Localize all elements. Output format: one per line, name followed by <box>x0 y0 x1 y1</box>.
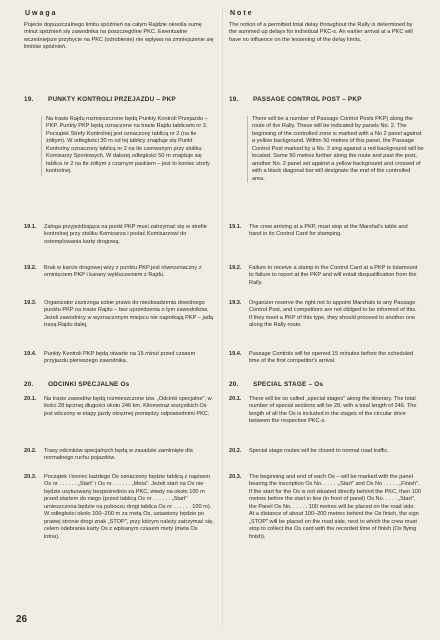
item-number: 20.2. <box>229 448 242 454</box>
item-text: Trasy odcinków specjalnych będą w zasadzie zamknięte dla normalnego ruchu pojazdów. <box>44 448 193 462</box>
item-19-4-en <box>229 351 421 366</box>
item-text: Organizator zastrzega sobie prawo do nieobsadzenia dowolnego punktu PKP na trasie Rajdu – bez uprzedzenia o tym zawodników. Jeżeli zawodnicy w wyznaczonym miejscu nie napotkają PKP – jadą trasą Rajdu dalej. <box>44 300 214 329</box>
section-20-heading-en <box>229 381 323 388</box>
item-20-3-pl <box>24 474 214 541</box>
item-20-2-pl <box>24 448 214 463</box>
item-19-2-pl <box>24 265 214 280</box>
note-title-pl: Uwaga <box>25 10 58 17</box>
item-19-3-en <box>229 300 421 330</box>
item-text: There will be so called „special stages" along the itinerary. The total number of special sections will be 28, with a total length of 246. The length of all the Os is included in the stages of the circular drive between the respective PKC-s. <box>249 396 417 425</box>
item-number: 20.2. <box>24 448 37 454</box>
note-text-pl: Pojecie dopuszczalnego limitu spóźnień na całym Rajdzie określa sumę minut spóźnień się zawodnika na poszczególne PKC. Ewentualne wcześniejsze przybycie na PKC (odrobienie) nie wpływa na zmniejszenie się limitów spóźnień. <box>24 22 214 51</box>
item-text: Organizer reserve the right not to appoint Marshals to any Passage Control Post, and competitors are not obliged to be informed of this. If they meet a PKP of this type, they should proceed to another one along the Rally route. <box>249 300 417 329</box>
item-text: The crew arriving at a PKP, must stop at the Marshal's table and hand in its Control Card for stamping. <box>249 224 408 238</box>
section-title: ODCINKI SPECJALNE Os <box>48 381 130 388</box>
section-19-heading-pl <box>24 96 176 103</box>
section-title: PASSAGE CONTROL POST – PKP <box>253 96 362 103</box>
item-number: 19.1. <box>24 224 37 230</box>
column-divider <box>222 8 223 628</box>
note-text-en: The notion of a permitted total delay throughout the Rally is determined by the summed up delays for individual PKC-s. An earlier arrival at a PKC will have no influence on the lessening of the delay limits. <box>229 22 413 43</box>
item-number: 19.2. <box>24 265 37 271</box>
english-column <box>229 10 421 44</box>
item-number: 20.3. <box>229 474 242 480</box>
section-19-box-en <box>247 116 424 183</box>
item-number: 20.1. <box>229 396 242 402</box>
section-number: 19. <box>229 96 239 103</box>
section-title: SPECIAL STAGE – Os <box>253 381 324 388</box>
item-text: Special stage routes will be closed to normal road traffic. <box>249 448 389 454</box>
item-number: 19.3. <box>24 300 37 306</box>
item-number: 19.4. <box>229 351 242 357</box>
item-20-3-en <box>229 474 421 541</box>
item-19-3-pl <box>24 300 214 330</box>
polish-column <box>24 10 214 52</box>
item-text: Passage Controls will be opened 15 minutes before the scheduled time of the first competitor's arrival. <box>249 351 414 365</box>
section-19-box-pl <box>41 116 216 176</box>
item-text: Brak w karcie drogowej wizy z punktu PKP jest równoznaczny z ominięciem PKP i karany wykluczeniem z Rajdu. <box>44 265 202 279</box>
item-number: 19.1. <box>229 224 242 230</box>
item-19-1-en <box>229 224 421 239</box>
section-number: 20. <box>229 381 239 388</box>
item-20-2-en <box>229 448 421 455</box>
item-number: 19.4. <box>24 351 37 357</box>
item-text: Punkty Kontroli PKP będą otwarte na 15 minut przed czasem przyjazdu pierwszego zawodnika. <box>44 351 196 365</box>
item-text: The beginning and end of each Os – will be marked with the panel bearing the inscription Os No. . . . . .„Start" and Os No . . . . . „Finish". If the start for the Os is not situated directly behind the PKC, then 100 metres before the start in line (in front of panel) Os No. . . . . „Start", the Panel Os No. . . . . . 100 metres will be placed on the road side. At a distance of about 100–200 metres behind the Os finish, the sign „STOP" will be placed on the road side, next to which the crew must stop to collect the Os card with the recorded time of finish (Os flying finish). <box>249 474 421 540</box>
item-number: 19.3. <box>229 300 242 306</box>
item-number: 19.2. <box>229 265 242 271</box>
item-text: Załoga przyjeżdżająca na punkt PKP musi zatrzymać się w strefie kontrolnej przy stoliku Komisarza i podać Komisarzowi do ostemplowania kartę drogową. <box>44 224 207 245</box>
item-number: 20.3. <box>24 474 37 480</box>
section-20-heading-pl <box>24 381 129 388</box>
item-19-4-pl <box>24 351 214 366</box>
item-20-1-en <box>229 396 421 426</box>
item-20-1-pl <box>24 396 214 418</box>
note-title-en: Note <box>230 10 254 17</box>
item-19-1-pl <box>24 224 214 246</box>
section-19-box-text-pl: Na trasie Rajdu rozmieszczone będą Punkty Kontroli Przejazdu – PKP. Punkty PKP będą oznaczone na trasie Rajdu tablicami nr 2. Początek Strefy Kontrolnej jest oznaczony tablicą nr 2 (na tle żółtym). W odległości 30 m od tej tablicy znajduje się Punkt Kontrolny oznaczony tablicą nr 2 na tle czerwonym przy stoliku Komisarzy Sportowych. W dalszej odległości 50 m znajduje się tablica nr 2 na tle żółtym z czarnym paskiem – jest to koniec strefy kontrolnej. <box>46 116 210 175</box>
item-19-2-en <box>229 265 421 287</box>
section-title: PUNKTY KONTROLI PRZEJAZDU – PKP <box>48 96 176 103</box>
section-number: 20. <box>24 381 34 388</box>
item-text: Na trasie zawodów będą rozmieszczone tzw. „Odcinki specjalne", w ilości 28 łącznej długości około 246 km. Kilometraż wszystkich Os jest wliczony w etapy jazdy okrężnej pomiędzy odpowiednimi PKC. <box>44 396 212 417</box>
page-number: 26 <box>16 614 28 625</box>
item-text: Początek i koniec każdego Os oznaczony będzie tablicą z napisem Os nr . . . . . . „Start" i Os nr . . . . . . „Meta". Jeżeli start na Os nie będzie usytuowany bezpośrednio za PKC, wtedy na około 100 m przed startem do niego (przed tablicą Os nr . . . . . . „Start" umieszczona będzie na poboczu drogi tablica Os nr . . . . . . 100 m). W odległości około 100–200 m za metą Os, ustawiony będzie po prawej stronie drogi znak „STOP", przy którym należy zatrzymać się, celem odebrania karty Os z wpisanym czasem mety (meta Os lotna). <box>44 474 214 540</box>
section-number: 19. <box>24 96 34 103</box>
section-19-box-text-en: There will be a number of Passage Control Posts PKP) along the route of the Rally. These will be indicated by panels No. 2. The beginning of the controlled zone is marked with a No 2 panel against a yellow background. Within 50 metres of this panel, the Passage Control Post marked by a No. 2 sing against a red background will be located. Some 50 metres further along the route and past the post, another No. 2 panel set against a yellow background and crossed of with a black diagonal bar will designate the end of the controlled area. <box>252 116 424 182</box>
item-number: 20.1. <box>24 396 37 402</box>
item-text: Failure to receive a stamp in the Control Card at a PKP is totamount to failure to report at the PKP and will entail disqualification from the Rally. <box>249 265 418 286</box>
section-19-heading-en <box>229 96 362 103</box>
